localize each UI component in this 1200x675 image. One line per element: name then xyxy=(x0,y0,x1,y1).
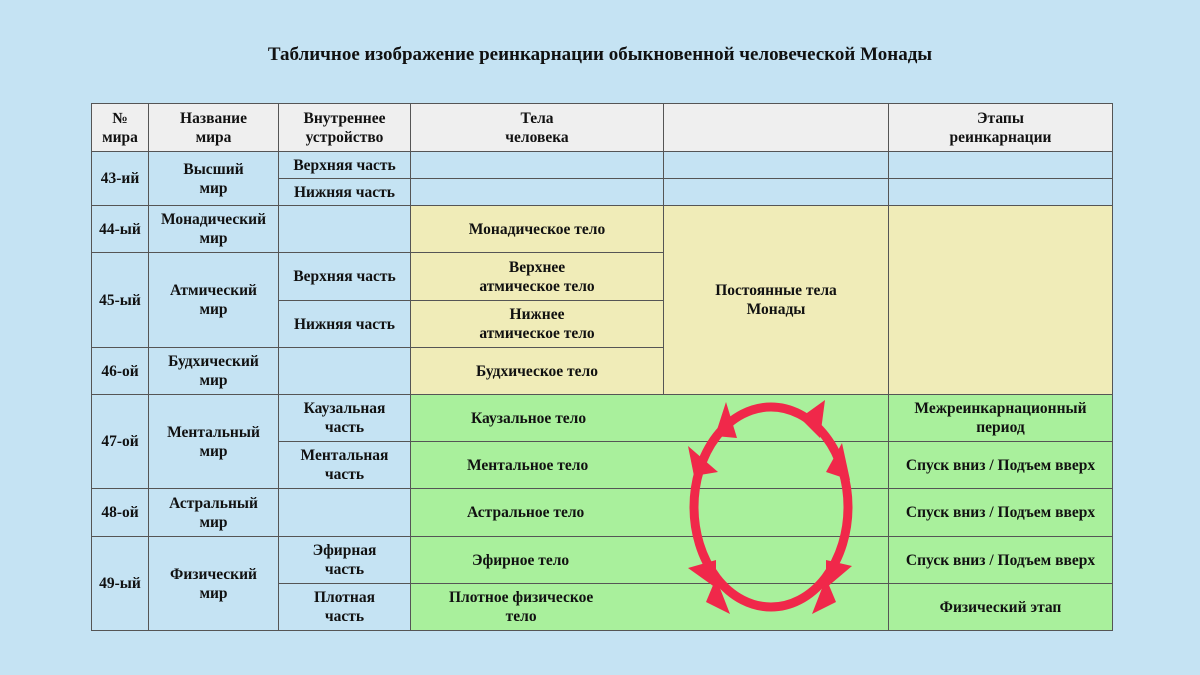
header-stages: Этапы реинкарнации xyxy=(888,103,1113,152)
world-name: Монадический мир xyxy=(148,205,279,253)
body-cell: Верхнее атмическое тело xyxy=(410,252,664,301)
inner-part: Верхняя часть xyxy=(278,151,411,179)
inner-part xyxy=(278,205,411,253)
body-cell: Каузальное тело xyxy=(410,394,889,442)
page-title: Табличное изображение реинкарнации обыкновенной человеческой Монады xyxy=(267,44,933,65)
inner-part xyxy=(278,347,411,395)
header-inner: Внутреннее устройство xyxy=(278,103,411,152)
world-num: 47-ой xyxy=(91,394,149,489)
body-cell xyxy=(410,151,664,179)
world-name: Высший мир xyxy=(148,151,279,206)
world-name: Астральный мир xyxy=(148,488,279,537)
world-num: 45-ый xyxy=(91,252,149,348)
extra-cell xyxy=(663,178,889,206)
world-num: 44-ый xyxy=(91,205,149,253)
world-num: 48-ой xyxy=(91,488,149,537)
world-num: 49-ый xyxy=(91,536,149,631)
world-name: Физический мир xyxy=(148,536,279,631)
stage-cell: Спуск вниз / Подъем вверх xyxy=(888,536,1113,584)
body-cell: Монадическое тело xyxy=(410,205,664,253)
inner-part: Нижняя часть xyxy=(278,300,411,348)
world-name: Будхический мир xyxy=(148,347,279,395)
world-num: 46-ой xyxy=(91,347,149,395)
stage-cell: Спуск вниз / Подъем вверх xyxy=(888,488,1113,537)
header-num: № мира xyxy=(91,103,149,152)
stage-cell: Спуск вниз / Подъем вверх xyxy=(888,441,1113,489)
stage-cell xyxy=(888,178,1113,206)
stage-cell xyxy=(888,151,1113,179)
inner-part: Плотная часть xyxy=(278,583,411,631)
inner-part xyxy=(278,488,411,537)
stage-cell: Межреинкарнационный период xyxy=(888,394,1113,442)
world-num: 43-ий xyxy=(91,151,149,206)
inner-part: Эфирная часть xyxy=(278,536,411,584)
inner-part: Верхняя часть xyxy=(278,252,411,301)
permanent-bodies-cell: Постоянные тела Монады xyxy=(663,205,889,395)
world-name: Ментальный мир xyxy=(148,394,279,489)
body-cell: Ментальное тело xyxy=(410,441,889,489)
body-cell: Будхическое тело xyxy=(410,347,664,395)
extra-cell xyxy=(663,151,889,179)
header-empty xyxy=(663,103,889,152)
inner-part: Нижняя часть xyxy=(278,178,411,206)
inner-part: Каузальная часть xyxy=(278,394,411,442)
header-bodies: Тела человека xyxy=(410,103,664,152)
body-cell: Плотное физическое тело xyxy=(410,583,889,631)
stage-cell xyxy=(888,205,1113,395)
body-cell xyxy=(410,178,664,206)
body-cell: Астральное тело xyxy=(410,488,889,537)
body-cell: Нижнее атмическое тело xyxy=(410,300,664,348)
body-cell: Эфирное тело xyxy=(410,536,889,584)
stage-cell: Физический этап xyxy=(888,583,1113,631)
inner-part: Ментальная часть xyxy=(278,441,411,489)
world-name: Атмический мир xyxy=(148,252,279,348)
header-name: Название мира xyxy=(148,103,279,152)
